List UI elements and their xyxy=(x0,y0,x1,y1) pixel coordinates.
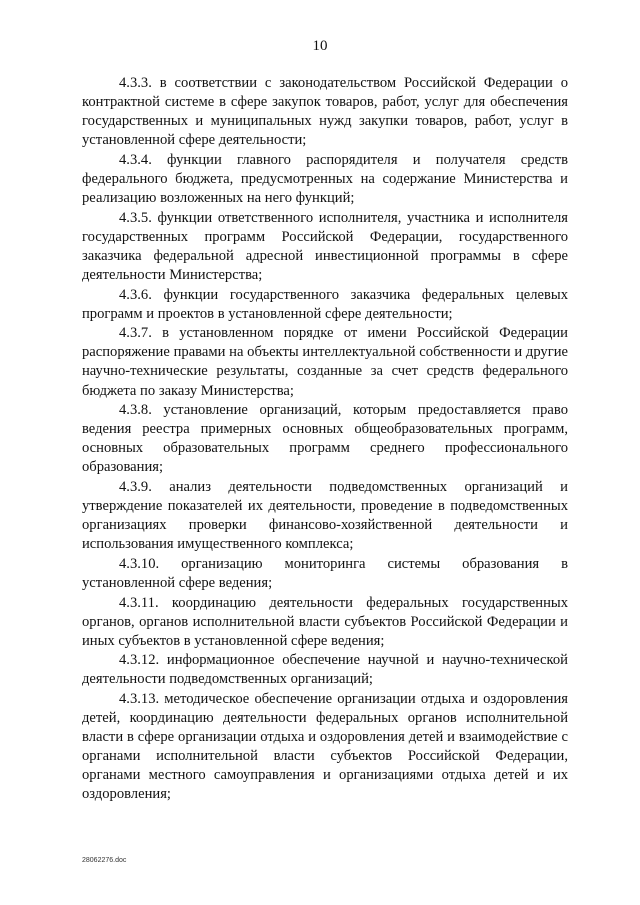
paragraph-4-3-12: 4.3.12. информационное обеспечение научной и научно-технической деятельности подведомственных организаций; xyxy=(82,652,568,688)
paragraph-4-3-3: 4.3.3. в соответствии с законодательством Российской Федерации о контрактной системе в сфере закупок товаров, работ, услуг для обеспечения государственных и муниципальных нужд закупки товаров, работ, услуг в установленной сфере деятельности; xyxy=(82,75,568,149)
document-body xyxy=(82,74,568,805)
paragraph-4-3-4: 4.3.4. функции главного распорядителя и получателя средств федерального бюджета, предусмотренных на содержание Министерства и реализацию возложенных на него функций; xyxy=(82,151,568,207)
paragraph-4-3-8: 4.3.8. установление организаций, которым предоставляется право ведения реестра примерных основных общеобразовательных программ, основных образовательных программ среднего профессионального образования; xyxy=(82,402,568,476)
paragraph-4-3-13: 4.3.13. методическое обеспечение организации отдыха и оздоровления детей, координацию деятельности федеральных органов исполнительной власти в сфере организации отдыха и оздоровления детей и взаимодействие с органами исполнительной власти субъектов Российской Федерации, органами местного самоуправления и организациями отдыха детей и их оздоровления; xyxy=(82,691,568,803)
document-file-code: 28062276.doc xyxy=(82,857,127,864)
paragraph-4-3-11: 4.3.11. координацию деятельности федеральных государственных органов, органов исполнительной власти субъектов Российской Федерации и иных субъектов в установленной сфере ведения; xyxy=(82,594,568,649)
paragraph-4-3-9: 4.3.9. анализ деятельности подведомственных организаций и утверждение показателей их деятельности, проведение в подведомственных организациях проверки финансово-хозяйственной деятельности и использования имущественного комплекса; xyxy=(82,478,568,553)
page-number: 10 xyxy=(312,38,328,54)
paragraph-4-3-5: 4.3.5. функции ответственного исполнителя, участника и исполнителя государственных программ Российской Федерации, государственного заказчика федеральной адресной инвестиционной программы в сфере деятельности Министерства; xyxy=(82,209,568,283)
paragraph-4-3-6: 4.3.6. функции государственного заказчика федеральных целевых программ и проектов в установленной сфере деятельности; xyxy=(82,286,568,322)
paragraph-4-3-7: 4.3.7. в установленном порядке от имени Российской Федерации распоряжение правами на объекты интеллектуальной собственности и другие научно-технические результаты, созданные за счет средств федерального бюджета по заказу Министерства; xyxy=(82,325,568,399)
paragraph-4-3-10: 4.3.10. организацию мониторинга системы образования в установленной сфере ведения; xyxy=(82,555,568,591)
